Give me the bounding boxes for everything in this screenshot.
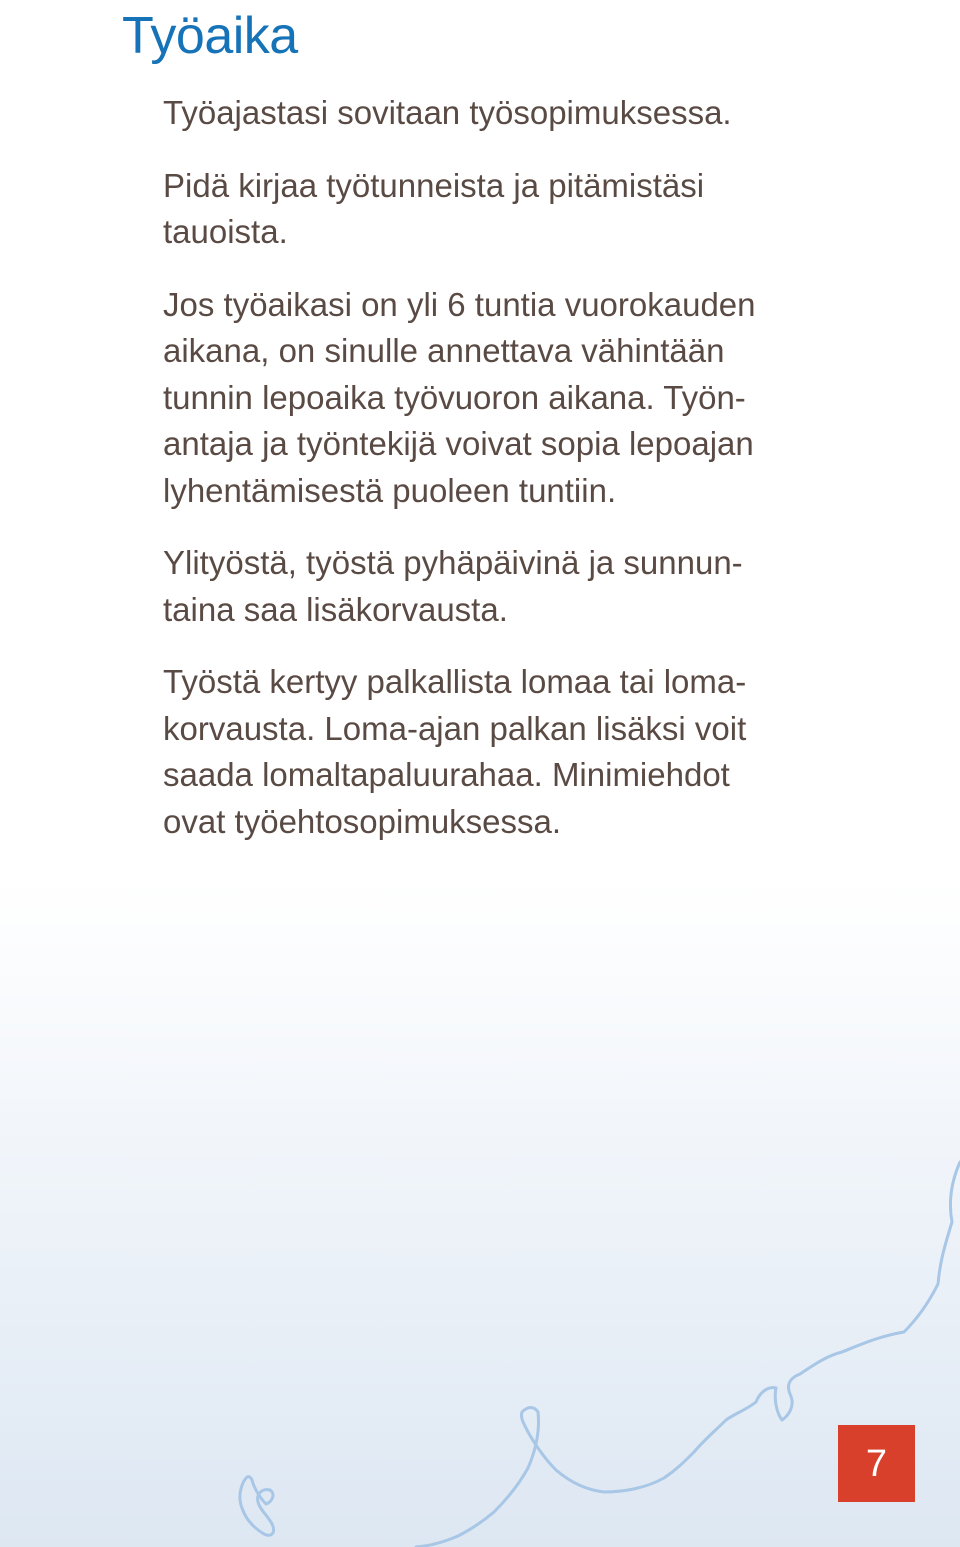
- text-line: tauoista.: [163, 213, 288, 250]
- page-number: 7: [865, 1442, 888, 1485]
- island-path: [240, 1477, 274, 1536]
- coastline-path-2: [416, 1412, 539, 1547]
- page-number-badge: [838, 1425, 915, 1502]
- text-line: korvausta. Loma-ajan palkan lisäksi voit: [163, 709, 747, 747]
- page-title: Työaika: [122, 7, 298, 65]
- paragraph-working-time-agreement: [163, 90, 863, 137]
- text-line: aikana, on sinulle annettava vähintään: [163, 332, 725, 369]
- paragraph-holiday-pay: [163, 659, 863, 845]
- paragraph-keep-records: [163, 163, 863, 256]
- text-line: taina saa lisäkorvausta.: [163, 590, 508, 628]
- text-line: Pidä kirjaa työtunneista ja pitämistäsi: [163, 166, 705, 204]
- text-line: lyhentämisestä puoleen tuntiin.: [163, 471, 617, 509]
- text-line: Ylityöstä, työstä pyhäpäivinä ja sunnun-: [163, 544, 743, 581]
- text-line: ovat työehtosopimuksessa.: [163, 802, 562, 840]
- paragraph-overtime-compensation: [163, 540, 863, 633]
- body-text: [163, 90, 863, 845]
- text-line: Työajastasi sovitaan työsopimuksessa.: [163, 94, 732, 131]
- text-line: saada lomaltapaluurahaa. Minimiehdot: [163, 756, 730, 793]
- text-line: tunnin lepoaika työvuoron aikana. Työn-: [163, 378, 746, 416]
- paragraph-rest-period: [163, 282, 863, 515]
- text-line: Jos työaikasi on yli 6 tuntia vuorokauden: [163, 285, 756, 323]
- text-line: antaja ja työntekijä voivat sopia lepoajan: [163, 425, 754, 462]
- text-line: Työstä kertyy palkallista lomaa tai loma-: [163, 663, 747, 700]
